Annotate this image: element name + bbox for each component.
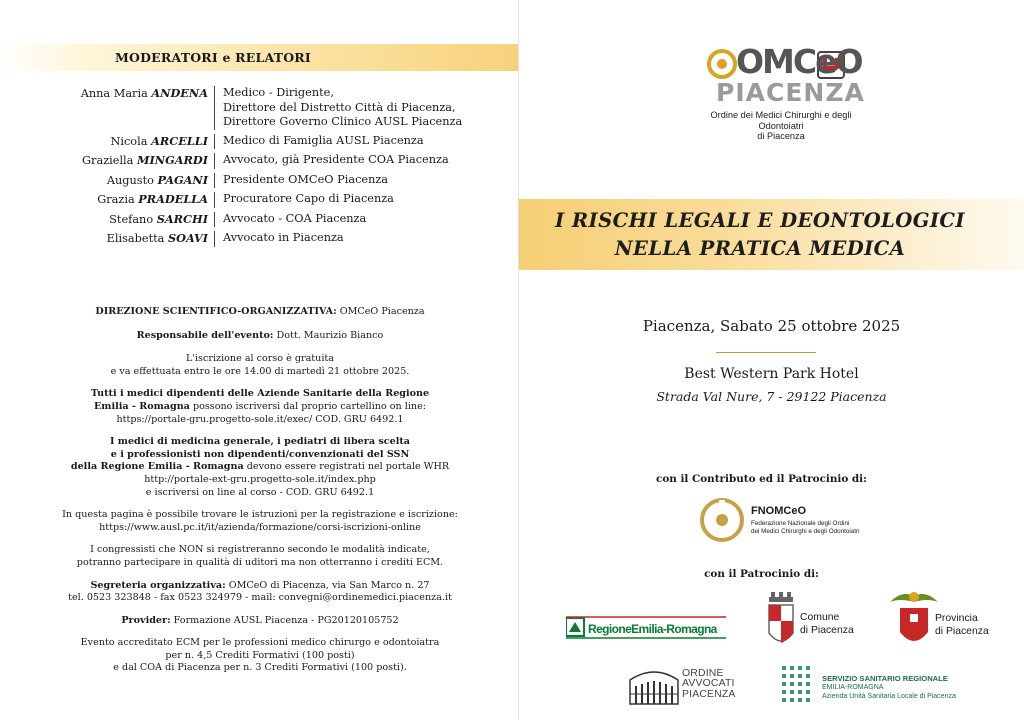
person-last-name: MINGARDI	[137, 153, 208, 167]
comune-crest-icon	[766, 591, 796, 653]
ssr-logo-icon	[780, 664, 818, 706]
event-date: Piacenza, Sabato 25 ottobre 2025	[642, 317, 901, 335]
person-role: Medico di Famiglia AUSL Piacenza	[223, 133, 424, 147]
fnomceo-logo-icon	[698, 496, 746, 544]
pagina-text: In questa pagina è possibile trovare le istruzioni per la registrazione e iscrizione: https://www.ausl.pc.it/it/azienda/formazione/corsi-iscrizioni-online	[62, 509, 458, 533]
patrocinio-label: con il Patrocinio di:	[704, 568, 819, 580]
responsabile-value: Dott. Maurizio Bianco	[276, 329, 384, 341]
list-item	[0, 192, 518, 208]
person-first-name: Graziella	[82, 154, 134, 167]
omceo-logo-text: OMCeO	[736, 42, 862, 81]
list-item	[0, 231, 518, 247]
direzione-value: OMCeO Piacenza	[339, 306, 425, 317]
divider	[716, 352, 816, 353]
provincia-crest-icon	[888, 588, 940, 652]
list-item	[0, 86, 518, 130]
direzione-label: DIREZIONE SCIENTIFICO-ORGANIZZATIVA:	[95, 306, 337, 317]
person-first-name: Augusto	[106, 173, 154, 187]
ssr-name: SERVIZIO SANITARIO REGIONALE EMILIA-ROMAGNA Azienda Unità Sanitaria Locale di Piacenza	[822, 674, 956, 700]
person-role: Procuratore Capo di Piacenza	[223, 192, 394, 205]
contrib-label: con il Contributo ed il Patrocinio di:	[656, 473, 867, 485]
person-last-name: SARCHI	[156, 211, 208, 226]
provincia-name: Provincia di Piacenza	[935, 613, 989, 637]
person-last-name: PAGANI	[157, 172, 208, 187]
responsabile-line	[40, 330, 480, 343]
person-role: Avvocato, già Presidente COA Piacenza	[223, 153, 449, 166]
person-role: Avvocato - COA Piacenza	[223, 211, 367, 225]
info-section	[40, 306, 480, 685]
moderators-list	[0, 86, 518, 251]
list-item	[0, 134, 518, 150]
person-last-name: ANDENA	[151, 86, 208, 100]
person-last-name: PRADELLA	[138, 192, 208, 206]
omceo-logo-piacenza: PIACENZA	[716, 78, 865, 107]
ordine-avvocati-logo-icon	[626, 664, 682, 706]
aziende-text: Tutti i medici dipendenti delle Aziende Sanitarie della Regione Emilia - Romagna possono iscriversi dal proprio cartellino on line: https://portale-gru.progetto-sole.it/exec/ COD. GRU 6492.1	[90, 388, 430, 425]
event-title: I RISCHI LEGALI E DEONTOLOGICI NELLA PRATICA MEDICA	[555, 209, 965, 260]
person-last-name: SOAVI	[168, 231, 208, 245]
person-role: Avvocato in Piacenza	[223, 231, 344, 244]
responsabile-label: Responsabile dell'evento:	[136, 329, 274, 341]
person-role: Medico - Dirigente,	[223, 86, 334, 99]
ordine-avvocati-name: ORDINE AVVOCATI PIACENZA	[682, 668, 736, 700]
person-role: Direttore del Distretto Città di Piacenza,	[223, 100, 456, 114]
fnomceo-name: FNOMCeO	[751, 505, 806, 517]
person-first-name: Grazia	[97, 193, 135, 206]
mmg-text: I medici di medicina generale, i pediatri di libera scelta e i professionisti non dipendenti/convenzionati del SSN della Regione Emilia - Romagna devono essere registrati nel portale WHR http://portale-ext-gru.progetto-sole.it/index.php e iscriversi on line al corso - COD. GRU 6492.1	[70, 436, 450, 498]
person-first-name: Nicola	[110, 134, 148, 148]
direzione-line	[40, 306, 480, 319]
person-first-name: Elisabetta	[106, 232, 165, 245]
segreteria-text: Segreteria organizzativa: OMCeO di Piacenza, via San Marco n. 27 tel. 0523 323848 - fax 0523 324979 - mail: convegni@ordinemedici.piacenza.it	[68, 579, 452, 604]
event-address: Strada Val Nure, 7 - 29122 Piacenza	[656, 389, 887, 404]
ausl-link[interactable]: https://www.ausl.pc.it/it/azienda/formazione/corsi-iscrizioni-online	[99, 521, 421, 533]
person-role: Presidente OMCeO Piacenza	[223, 172, 389, 186]
list-item	[0, 212, 518, 228]
ecm-text: Evento accreditato ECM per le professioni medico chirurgo e odontoiatra per n. 4,5 Crediti Formativi (100 posti) e dal COA di Piacenza per n. 3 Crediti Formativi (100 posti).	[80, 637, 440, 674]
fnomceo-subtitle: Federazione Nazionale degli Ordini dei Medici Chirurghi e degli Odontoiatri	[751, 520, 860, 535]
event-venue: Best Western Park Hotel	[684, 366, 859, 382]
list-item	[0, 173, 518, 189]
regione-name: RegioneEmilia-Romagna	[588, 622, 717, 636]
person-first-name: Stefano	[109, 212, 154, 226]
person-first-name: Anna Maria	[80, 87, 148, 100]
gru-link[interactable]: https://portale-gru.progetto-sole.it/exec/ COD. GRU 6492.1	[116, 413, 404, 425]
segreteria-contacts: tel. 0523 323848 - fax 0523 324979 - mail: convegni@ordinemedici.piacenza.it	[68, 592, 452, 604]
moderators-heading: MODERATORI e RELATORI	[115, 50, 311, 65]
whr-link[interactable]: http://portale-ext-gru.progetto-sole.it/index.php	[144, 473, 376, 485]
iscrizione-text: L'iscrizione al corso è gratuita e va effettuata entro le ore 14.00 di martedì 21 ottobre 2025.	[110, 353, 410, 377]
provider-text: Provider: Formazione AUSL Piacenza - PG20120105752	[121, 614, 399, 626]
person-last-name: ARCELLI	[151, 133, 208, 148]
comune-name: Comune di Piacenza	[800, 612, 854, 636]
congressisti-text: I congressisti che NON si registreranno secondo le modalità indicate, potranno partecipare in qualità di uditori ma non otterranno i crediti ECM.	[76, 544, 444, 568]
omceo-logo-subtitle: Ordine dei Medici Chirurghi e degli Odontoiatri di Piacenza	[710, 110, 852, 141]
person-role: Direttore Governo Clinico AUSL Piacenza	[223, 115, 463, 128]
list-item	[0, 153, 518, 169]
